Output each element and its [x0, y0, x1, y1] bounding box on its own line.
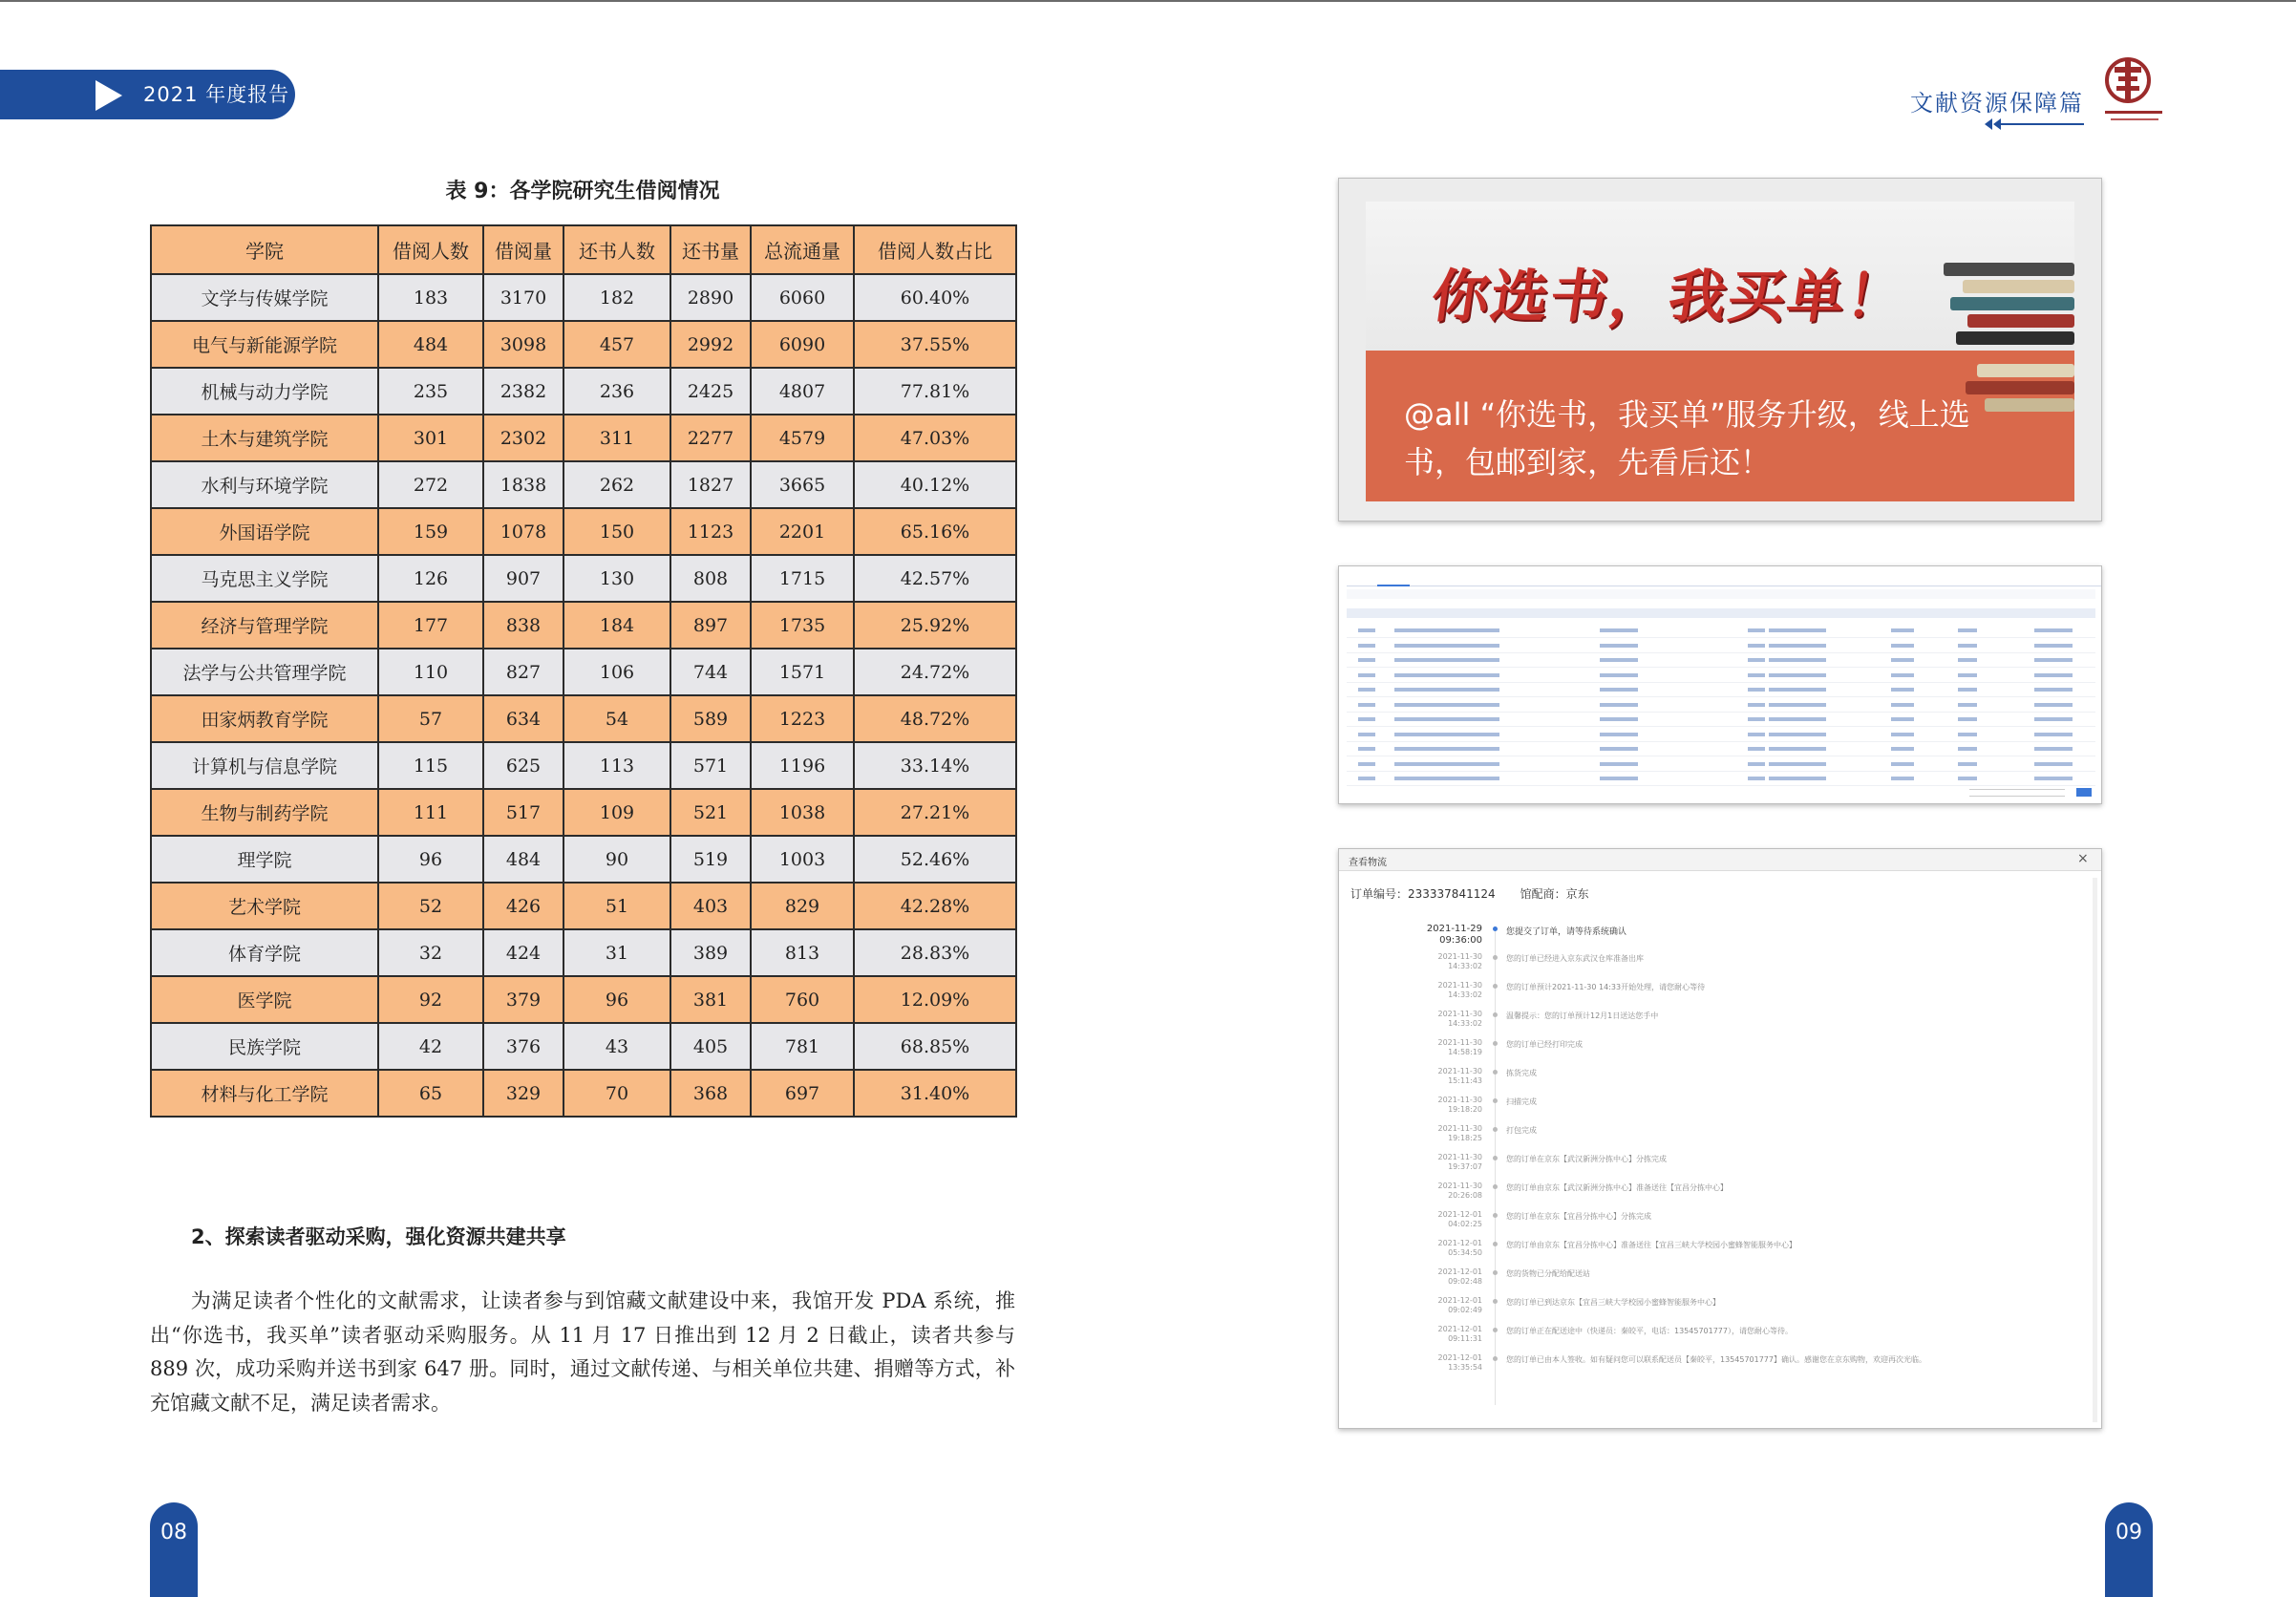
event-clock: 14:33:02	[1448, 1019, 1482, 1028]
table-row	[151, 415, 1016, 461]
value-cell: 813	[751, 929, 854, 976]
value-cell: 52.46%	[854, 836, 1016, 883]
value-cell: 1571	[751, 649, 854, 695]
event-clock: 14:33:02	[1448, 962, 1482, 970]
value-cell: 65.16%	[854, 508, 1016, 555]
value-cell: 760	[751, 976, 854, 1023]
play-triangle-icon	[96, 80, 122, 111]
event-message: 温馨提示：您的订单预计12月1日送达您手中	[1506, 1011, 1659, 1020]
value-cell: 31	[563, 929, 670, 976]
event-clock: 09:36:00	[1439, 935, 1482, 946]
value-cell: 40.12%	[854, 461, 1016, 508]
event-clock: 15:11:43	[1448, 1076, 1482, 1085]
college-cell: 法学与公共管理学院	[151, 649, 378, 695]
top-border	[0, 0, 2296, 2]
event-time	[1415, 1096, 1482, 1115]
value-cell: 897	[670, 602, 751, 649]
logistics-event	[1339, 1153, 2101, 1182]
event-message: 您的货物已分配给配送站	[1506, 1269, 1590, 1278]
event-message: 您的订单正在配送途中（快递员：秦皎平，电话：13545701777），请您耐心等待。	[1506, 1327, 1793, 1335]
value-cell: 3098	[483, 321, 563, 368]
timeline-dot	[1493, 1041, 1498, 1046]
value-cell: 571	[670, 742, 751, 789]
college-cell: 体育学院	[151, 929, 378, 976]
college-cell: 水利与环境学院	[151, 461, 378, 508]
logistics-event	[1339, 1038, 2101, 1067]
value-cell: 110	[378, 649, 483, 695]
value-cell: 368	[670, 1070, 751, 1117]
value-cell: 1196	[751, 742, 854, 789]
value-cell: 484	[378, 321, 483, 368]
value-cell: 42.28%	[854, 883, 1016, 929]
college-cell: 马克思主义学院	[151, 555, 378, 602]
logistics-event	[1339, 1124, 2101, 1153]
value-cell: 744	[670, 649, 751, 695]
event-clock: 19:18:25	[1448, 1134, 1482, 1142]
logistics-event	[1339, 1267, 2101, 1296]
value-cell: 1223	[751, 695, 854, 742]
timeline-dot	[1493, 1070, 1498, 1075]
value-cell: 4807	[751, 368, 854, 415]
value-cell: 1735	[751, 602, 854, 649]
value-cell: 517	[483, 789, 563, 836]
value-cell: 106	[563, 649, 670, 695]
value-cell: 42	[378, 1023, 483, 1070]
order-row	[1347, 624, 2095, 638]
event-message: 打包完成	[1506, 1126, 1537, 1135]
col-header: 借阅人数占比	[854, 225, 1016, 274]
event-message: 您的订单已经进入京东武汉仓库准备出库	[1506, 954, 1644, 963]
value-cell: 150	[563, 508, 670, 555]
value-cell: 697	[751, 1070, 854, 1117]
banner-caption: @all “你选书，我买单”服务升级，线上选书，包邮到家，先看后还！	[1404, 396, 1970, 480]
timeline-dot	[1493, 1012, 1498, 1017]
value-cell: 42.57%	[854, 555, 1016, 602]
value-cell: 60.40%	[854, 274, 1016, 321]
college-cell: 机械与动力学院	[151, 368, 378, 415]
event-clock: 04:02:25	[1448, 1220, 1482, 1228]
event-message: 您的订单已经打印完成	[1506, 1040, 1583, 1049]
value-cell: 25.92%	[854, 602, 1016, 649]
event-date: 2021-12-01	[1437, 1325, 1482, 1333]
value-cell: 301	[378, 415, 483, 461]
value-cell: 115	[378, 742, 483, 789]
value-cell: 1078	[483, 508, 563, 555]
event-time	[1415, 1267, 1482, 1287]
event-date: 2021-11-30	[1437, 1067, 1482, 1075]
order-row	[1347, 639, 2095, 653]
table-header-row	[151, 225, 1016, 274]
event-time	[1415, 1239, 1482, 1258]
table-caption: 表 9：各学院研究生借阅情况	[445, 180, 720, 203]
value-cell: 96	[563, 976, 670, 1023]
value-cell: 827	[483, 649, 563, 695]
value-cell: 272	[378, 461, 483, 508]
event-date: 2021-11-30	[1437, 1096, 1482, 1104]
event-date: 2021-12-01	[1437, 1296, 1482, 1305]
value-cell: 70	[563, 1070, 670, 1117]
col-header: 借阅量	[483, 225, 563, 274]
event-message: 您的订单在京东【宜昌分拣中心】分拣完成	[1506, 1212, 1651, 1221]
table-row	[151, 1023, 1016, 1070]
value-cell: 1123	[670, 508, 751, 555]
event-date: 2021-11-30	[1437, 981, 1482, 990]
value-cell: 426	[483, 883, 563, 929]
timeline-dot	[1493, 1213, 1498, 1218]
value-cell: 183	[378, 274, 483, 321]
value-cell: 389	[670, 929, 751, 976]
value-cell: 829	[751, 883, 854, 929]
value-cell: 262	[563, 461, 670, 508]
event-time	[1415, 1153, 1482, 1172]
value-cell: 113	[563, 742, 670, 789]
logistics-title: 查看物流	[1349, 858, 1387, 868]
logistics-event	[1339, 1182, 2101, 1210]
logistics-event	[1339, 1296, 2101, 1325]
college-cell: 计算机与信息学院	[151, 742, 378, 789]
value-cell: 589	[670, 695, 751, 742]
value-cell: 12.09%	[854, 976, 1016, 1023]
timeline-dot	[1493, 1242, 1498, 1246]
value-cell: 27.21%	[854, 789, 1016, 836]
value-cell: 28.83%	[854, 929, 1016, 976]
value-cell: 52	[378, 883, 483, 929]
value-cell: 2382	[483, 368, 563, 415]
timeline-dot	[1493, 1356, 1498, 1361]
col-header: 还书人数	[563, 225, 670, 274]
timeline-dot	[1493, 1098, 1498, 1103]
college-cell: 田家炳教育学院	[151, 695, 378, 742]
value-cell: 31.40%	[854, 1070, 1016, 1117]
col-header: 借阅人数	[378, 225, 483, 274]
value-cell: 96	[378, 836, 483, 883]
value-cell: 6060	[751, 274, 854, 321]
supplier: 馆配商：京东	[1520, 887, 1589, 901]
college-cell: 文学与传媒学院	[151, 274, 378, 321]
close-icon: ×	[2077, 851, 2089, 866]
value-cell: 68.85%	[854, 1023, 1016, 1070]
value-cell: 57	[378, 695, 483, 742]
event-time	[1415, 1010, 1482, 1029]
college-cell: 民族学院	[151, 1023, 378, 1070]
pda-order-list-screenshot	[1338, 565, 2102, 804]
order-row	[1347, 669, 2095, 683]
table-row	[151, 789, 1016, 836]
timeline-dot	[1493, 1270, 1498, 1275]
value-cell: 109	[563, 789, 670, 836]
table-row	[151, 742, 1016, 789]
order-row	[1347, 683, 2095, 697]
value-cell: 51	[563, 883, 670, 929]
value-cell: 43	[563, 1023, 670, 1070]
value-cell: 634	[483, 695, 563, 742]
value-cell: 521	[670, 789, 751, 836]
value-cell: 37.55%	[854, 321, 1016, 368]
value-cell: 376	[483, 1023, 563, 1070]
event-message: 您的订单在京东【武汉新洲分拣中心】分拣完成	[1506, 1155, 1667, 1163]
table-row	[151, 649, 1016, 695]
value-cell: 33.14%	[854, 742, 1016, 789]
timeline-dot	[1493, 1299, 1498, 1304]
event-date: 2021-12-01	[1437, 1267, 1482, 1276]
event-date: 2021-11-30	[1437, 1124, 1482, 1133]
value-cell: 159	[378, 508, 483, 555]
value-cell: 2425	[670, 368, 751, 415]
college-cell: 艺术学院	[151, 883, 378, 929]
event-date: 2021-11-30	[1437, 1010, 1482, 1018]
value-cell: 484	[483, 836, 563, 883]
value-cell: 1838	[483, 461, 563, 508]
event-clock: 14:58:19	[1448, 1048, 1482, 1056]
event-time	[1415, 1210, 1482, 1229]
event-time	[1415, 1124, 1482, 1143]
timeline-dot	[1493, 926, 1498, 931]
order-row	[1347, 713, 2095, 727]
event-message: 您的订单预计2021-11-30 14:33开始处理，请您耐心等待	[1506, 983, 1706, 991]
order-row	[1347, 742, 2095, 756]
event-time	[1415, 1038, 1482, 1057]
timeline-dot	[1493, 1328, 1498, 1332]
table-row	[151, 555, 1016, 602]
table-row	[151, 695, 1016, 742]
event-date: 2021-11-30	[1437, 1182, 1482, 1190]
value-cell: 2992	[670, 321, 751, 368]
value-cell: 4579	[751, 415, 854, 461]
value-cell: 625	[483, 742, 563, 789]
event-date: 2021-11-30	[1437, 952, 1482, 961]
value-cell: 111	[378, 789, 483, 836]
value-cell: 2890	[670, 274, 751, 321]
value-cell: 90	[563, 836, 670, 883]
logistics-event	[1339, 1096, 2101, 1124]
value-cell: 311	[563, 415, 670, 461]
value-cell: 92	[378, 976, 483, 1023]
event-time	[1415, 952, 1482, 971]
table-row	[151, 976, 1016, 1023]
timeline-dot	[1493, 955, 1498, 960]
logistics-event	[1339, 1239, 2101, 1267]
event-clock: 19:18:20	[1448, 1105, 1482, 1114]
event-message: 您的订单由京东【武汉新洲分拣中心】准备送往【宜昌分拣中心】	[1506, 1183, 1728, 1192]
table-row	[151, 929, 1016, 976]
college-cell: 电气与新能源学院	[151, 321, 378, 368]
event-time	[1415, 1182, 1482, 1201]
value-cell: 6090	[751, 321, 854, 368]
value-cell: 236	[563, 368, 670, 415]
double-arrow-left-icon	[1985, 118, 2084, 130]
col-header: 学院	[151, 225, 378, 274]
value-cell: 808	[670, 555, 751, 602]
logistics-event	[1339, 952, 2101, 981]
value-cell: 329	[483, 1070, 563, 1117]
event-date: 2021-12-01	[1437, 1239, 1482, 1247]
logistics-event	[1339, 1210, 2101, 1239]
order-row	[1347, 698, 2095, 713]
value-cell: 2302	[483, 415, 563, 461]
col-header: 总流通量	[751, 225, 854, 274]
college-cell: 外国语学院	[151, 508, 378, 555]
event-clock: 09:02:49	[1448, 1306, 1482, 1314]
table-row	[151, 368, 1016, 415]
event-time	[1415, 1067, 1482, 1086]
body-text: 为满足读者个性化的文献需求，让读者参与到馆藏文献建设中来，我馆开发 PDA 系统，推出“你选书，我买单”读者驱动采购服务。从 11 月 17 日推出到 12 月 2 日截止，读者共参与 889 次，成功采购并送书到家 647 册。同时，通过文献传递、与相关单位共建、捐赠等方式，补充馆藏文献不足，满足读者需求。	[150, 1289, 1015, 1415]
value-cell: 77.81%	[854, 368, 1016, 415]
event-time	[1415, 1296, 1482, 1315]
value-cell: 2277	[670, 415, 751, 461]
value-cell: 182	[563, 274, 670, 321]
value-cell: 54	[563, 695, 670, 742]
event-clock: 14:33:02	[1448, 990, 1482, 999]
college-cell: 经济与管理学院	[151, 602, 378, 649]
event-message: 拣货完成	[1506, 1069, 1537, 1077]
value-cell: 379	[483, 976, 563, 1023]
value-cell: 184	[563, 602, 670, 649]
order-number: 订单编号：233337841124	[1350, 887, 1496, 901]
event-date: 2021-11-30	[1437, 1153, 1482, 1161]
event-time	[1415, 1325, 1482, 1344]
event-clock: 05:34:50	[1448, 1248, 1482, 1257]
value-cell: 24.72%	[854, 649, 1016, 695]
event-time	[1415, 981, 1482, 1000]
order-row	[1347, 728, 2095, 742]
section-title: 文献资源保障篇	[1910, 90, 2084, 117]
event-clock: 19:37:07	[1448, 1162, 1482, 1171]
event-message: 您的订单已由本人签收。如有疑问您可以联系配送员【秦皎平，13545701777】确认。感谢您在京东购物，欢迎再次光临。	[1506, 1355, 1926, 1364]
timeline-dot	[1493, 984, 1498, 989]
college-cell: 材料与化工学院	[151, 1070, 378, 1117]
value-cell: 126	[378, 555, 483, 602]
table-row	[151, 836, 1016, 883]
college-cell: 生物与制药学院	[151, 789, 378, 836]
value-cell: 907	[483, 555, 563, 602]
value-cell: 65	[378, 1070, 483, 1117]
event-date: 2021-11-29	[1426, 924, 1482, 934]
value-cell: 177	[378, 602, 483, 649]
value-cell: 403	[670, 883, 751, 929]
value-cell: 838	[483, 602, 563, 649]
value-cell: 235	[378, 368, 483, 415]
logistics-tracking-screenshot	[1338, 848, 2102, 1429]
event-message: 扫描完成	[1506, 1097, 1537, 1106]
body-paragraph	[150, 1285, 1015, 1420]
banner-slogan: 你选书，我买单！	[1427, 264, 1911, 330]
col-header: 还书量	[670, 225, 751, 274]
value-cell: 32	[378, 929, 483, 976]
value-cell: 781	[751, 1023, 854, 1070]
table-row	[151, 461, 1016, 508]
event-date: 2021-12-01	[1437, 1353, 1482, 1362]
order-row	[1347, 757, 2095, 772]
logistics-event	[1339, 1010, 2101, 1038]
value-cell: 1003	[751, 836, 854, 883]
value-cell: 424	[483, 929, 563, 976]
event-time	[1415, 924, 1482, 947]
event-date: 2021-11-30	[1437, 1038, 1482, 1047]
college-cell: 理学院	[151, 836, 378, 883]
table-row	[151, 508, 1016, 555]
value-cell: 3665	[751, 461, 854, 508]
event-clock: 09:02:48	[1448, 1277, 1482, 1286]
logistics-event	[1339, 1325, 2101, 1353]
page-number-right: 09	[2105, 1502, 2153, 1597]
value-cell: 1038	[751, 789, 854, 836]
logistics-event	[1339, 981, 2101, 1010]
table-row	[151, 883, 1016, 929]
value-cell: 519	[670, 836, 751, 883]
event-clock: 09:11:31	[1448, 1334, 1482, 1343]
event-time	[1415, 1353, 1482, 1373]
page-number-left: 08	[150, 1502, 198, 1597]
timeline-dot	[1493, 1156, 1498, 1160]
value-cell: 47.03%	[854, 415, 1016, 461]
value-cell: 457	[563, 321, 670, 368]
value-cell: 3170	[483, 274, 563, 321]
section-heading: 2、探索读者驱动采购，强化资源共建共享	[191, 1225, 566, 1248]
event-message: 您提交了订单，请等待系统确认	[1506, 927, 1627, 937]
event-clock: 20:26:08	[1448, 1191, 1482, 1200]
logistics-event	[1339, 1067, 2101, 1096]
timeline-dot	[1493, 1127, 1498, 1132]
pda-promo-banner	[1338, 178, 2102, 522]
value-cell: 381	[670, 976, 751, 1023]
library-logo-icon	[2101, 53, 2170, 130]
value-cell: 130	[563, 555, 670, 602]
value-cell: 1715	[751, 555, 854, 602]
event-message: 您的订单由京东【宜昌分拣中心】准备送往【宜昌三峡大学校园小蜜蜂智能服务中心】	[1506, 1241, 1796, 1249]
event-date: 2021-12-01	[1437, 1210, 1482, 1219]
event-message: 您的订单已到达京东【宜昌三峡大学校园小蜜蜂智能服务中心】	[1506, 1298, 1720, 1307]
logistics-event	[1339, 1353, 2101, 1382]
table-row	[151, 1070, 1016, 1117]
timeline-dot	[1493, 1184, 1498, 1189]
table-row	[151, 602, 1016, 649]
value-cell: 2201	[751, 508, 854, 555]
value-cell: 48.72%	[854, 695, 1016, 742]
table-row	[151, 274, 1016, 321]
college-cell: 医学院	[151, 976, 378, 1023]
order-row	[1347, 653, 2095, 668]
order-row	[1347, 772, 2095, 786]
borrowing-table	[150, 224, 1017, 1118]
logistics-event	[1339, 924, 2101, 952]
event-clock: 13:35:54	[1448, 1363, 1482, 1372]
college-cell: 土木与建筑学院	[151, 415, 378, 461]
table-row	[151, 321, 1016, 368]
value-cell: 405	[670, 1023, 751, 1070]
report-label: 2021 年度报告	[143, 83, 290, 106]
value-cell: 1827	[670, 461, 751, 508]
